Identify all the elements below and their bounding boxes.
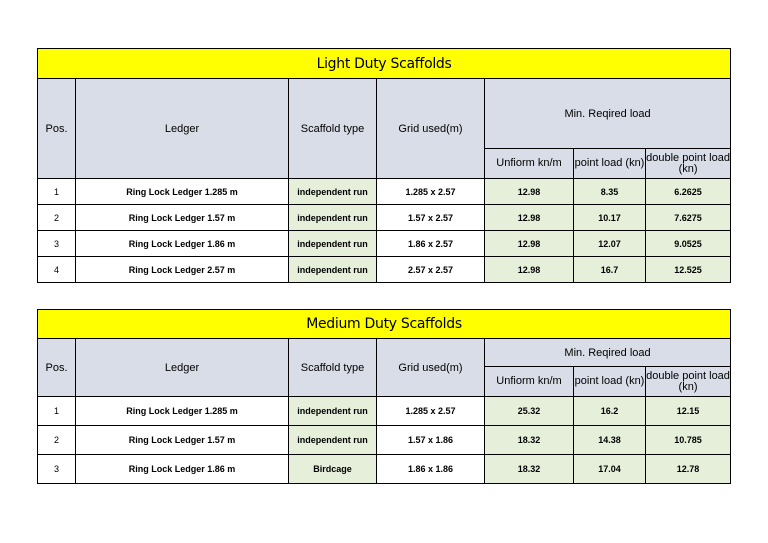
cell-double: 6.2625 xyxy=(646,179,731,205)
cell-point: 16.7 xyxy=(574,257,646,283)
header-row xyxy=(38,79,731,149)
table-row xyxy=(38,455,731,484)
cell-double: 7.6275 xyxy=(646,205,731,231)
cell-pos: 1 xyxy=(38,397,76,426)
table-row xyxy=(38,397,731,426)
header-point: point load (kn) xyxy=(574,367,646,397)
light-duty-title: Light Duty Scaffolds xyxy=(38,49,731,79)
cell-uniform: 12.98 xyxy=(485,205,574,231)
cell-grid: 1.57 x 1.86 xyxy=(377,426,485,455)
cell-double: 12.15 xyxy=(646,397,731,426)
cell-type: independent run xyxy=(289,397,377,426)
medium-duty-title: Medium Duty Scaffolds xyxy=(38,310,731,339)
cell-ledger: Ring Lock Ledger 1.86 m xyxy=(76,231,289,257)
cell-type: independent run xyxy=(289,426,377,455)
cell-point: 8.35 xyxy=(574,179,646,205)
cell-pos: 3 xyxy=(38,455,76,484)
cell-ledger: Ring Lock Ledger 1.285 m xyxy=(76,179,289,205)
header-min-load: Min. Reqired load xyxy=(485,79,731,149)
cell-type: independent run xyxy=(289,179,377,205)
cell-grid: 1.86 x 2.57 xyxy=(377,231,485,257)
cell-type: Birdcage xyxy=(289,455,377,484)
cell-ledger: Ring Lock Ledger 1.57 m xyxy=(76,426,289,455)
header-double: double point load (kn) xyxy=(646,149,731,179)
header-row xyxy=(38,339,731,367)
header-double: double point load (kn) xyxy=(646,367,731,397)
table-row xyxy=(38,179,731,205)
cell-point: 17.04 xyxy=(574,455,646,484)
header-ledger: Ledger xyxy=(76,339,289,397)
title-row xyxy=(38,310,731,339)
cell-ledger: Ring Lock Ledger 1.86 m xyxy=(76,455,289,484)
header-grid: Grid used(m) xyxy=(377,339,485,397)
cell-grid: 1.285 x 2.57 xyxy=(377,397,485,426)
header-grid: Grid used(m) xyxy=(377,79,485,179)
cell-uniform: 18.32 xyxy=(485,455,574,484)
cell-pos: 2 xyxy=(38,205,76,231)
cell-double: 9.0525 xyxy=(646,231,731,257)
cell-double: 10.785 xyxy=(646,426,731,455)
cell-point: 14.38 xyxy=(574,426,646,455)
header-min-load: Min. Reqired load xyxy=(485,339,731,367)
table-row xyxy=(38,205,731,231)
table-row xyxy=(38,231,731,257)
cell-uniform: 25.32 xyxy=(485,397,574,426)
cell-pos: 3 xyxy=(38,231,76,257)
cell-type: independent run xyxy=(289,257,377,283)
cell-pos: 1 xyxy=(38,179,76,205)
header-scaffold-type: Scaffold type xyxy=(289,339,377,397)
cell-uniform: 12.98 xyxy=(485,231,574,257)
cell-ledger: Ring Lock Ledger 1.285 m xyxy=(76,397,289,426)
cell-pos: 2 xyxy=(38,426,76,455)
cell-type: independent run xyxy=(289,205,377,231)
cell-point: 12.07 xyxy=(574,231,646,257)
medium-duty-table xyxy=(37,309,731,484)
table-row xyxy=(38,257,731,283)
table-row xyxy=(38,426,731,455)
cell-uniform: 12.98 xyxy=(485,179,574,205)
cell-ledger: Ring Lock Ledger 1.57 m xyxy=(76,205,289,231)
cell-grid: 1.86 x 1.86 xyxy=(377,455,485,484)
cell-grid: 2.57 x 2.57 xyxy=(377,257,485,283)
header-uniform: Unfiorm kn/m xyxy=(485,149,574,179)
header-pos: Pos. xyxy=(38,79,76,179)
cell-grid: 1.57 x 2.57 xyxy=(377,205,485,231)
light-duty-table xyxy=(37,48,731,283)
header-scaffold-type: Scaffold type xyxy=(289,79,377,179)
cell-uniform: 18.32 xyxy=(485,426,574,455)
title-row xyxy=(38,49,731,79)
cell-point: 10.17 xyxy=(574,205,646,231)
cell-point: 16.2 xyxy=(574,397,646,426)
cell-uniform: 12.98 xyxy=(485,257,574,283)
header-point: point load (kn) xyxy=(574,149,646,179)
header-uniform: Unfiorm kn/m xyxy=(485,367,574,397)
cell-grid: 1.285 x 2.57 xyxy=(377,179,485,205)
header-ledger: Ledger xyxy=(76,79,289,179)
cell-double: 12.78 xyxy=(646,455,731,484)
cell-pos: 4 xyxy=(38,257,76,283)
cell-ledger: Ring Lock Ledger 2.57 m xyxy=(76,257,289,283)
cell-type: independent run xyxy=(289,231,377,257)
header-pos: Pos. xyxy=(38,339,76,397)
cell-double: 12.525 xyxy=(646,257,731,283)
